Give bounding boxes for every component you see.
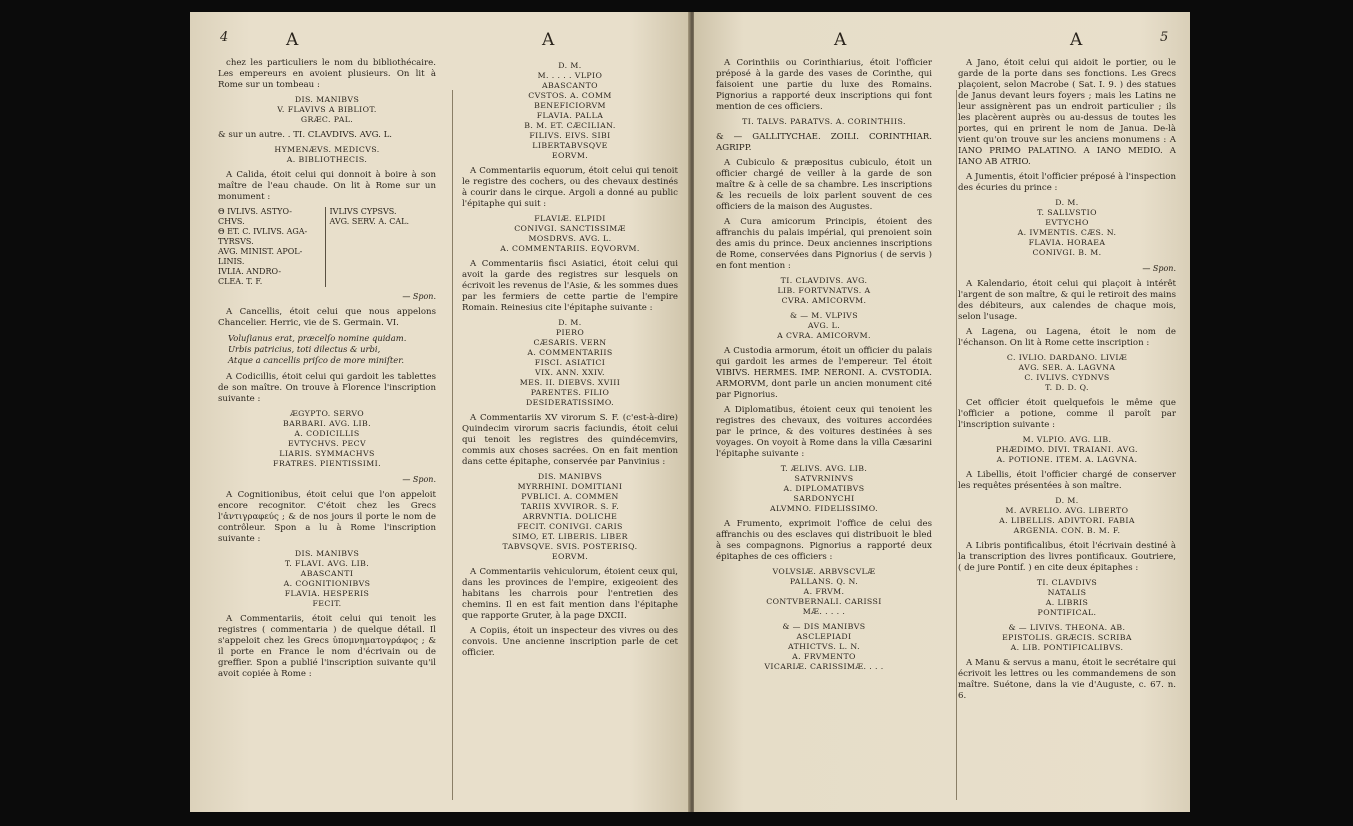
paragraph-a-cancellis: A Cancellis, étoit celui que nous appelons Chancelier. Herric, vie de S. Germain. VI. — [218, 307, 436, 328]
paragraph-a-jumentis: A Jumentis, étoit l'officier préposé à l'inspection des écuries du prince : — [958, 172, 1176, 193]
paragraph-commentariis-equorum: A Commentariis equorum, étoit celui qui tenoit le registre des cochers, ou des chevaux destinés à courir dans le cirque. Argoli a donné au public l'épitaphe qui suit : — [462, 166, 678, 209]
paragraph: Cet officier étoit quelquefois le même que l'officier a potione, comme il paroît par l'inscription suivante : — [958, 398, 1176, 430]
paragraph-a-cognitionibus: A Cognitionibus, étoit celui que l'on appeloit encore recognitor. C'étoit chez les Grecs l'ἀντιγραφεύς ; & de nos jours il porte le nom de contrôleur. Spon a lu à Rome l'inscription suivante : — [218, 490, 436, 544]
inscription: C. IVLIO. DARDANO. LIVIÆ AVG. SER. A. LAGVNA C. IVLIVS. CYDNVS T. D. D. Q. — [1006, 353, 1128, 392]
right-page — [694, 12, 1190, 812]
inscription: D. M. T. SALLVSTIO EVTYCHO A. IVMENTIS. CÆS. N. FLAVIA. HORAEA CONIVGI. B. M. — [1017, 198, 1117, 257]
inscription: HYMENÆVS. MEDICVS. A. BIBLIOTHECIS. — [274, 145, 380, 164]
inscription: T. ÆLIVS. AVG. LIB. SATVRNINVS A. DIPLOMATIBVS SARDONYCHI ALVMNO. FIDELISSIMO. — [770, 464, 878, 513]
paragraph-a-calida: A Calida, étoit celui qui donnoit à boire à son maître de l'eau chaude. On lit à Rome sur un monument : — [218, 170, 436, 202]
paragraph-a-jano: A Jano, étoit celui qui aidoit le portier, ou le garde de la porte dans ses fonctions. Les Grecs plaçoient, selon Macrobe ( Sat. I. 9. ) des statues de Janus devant leurs foyers ; mais les Latins ne leur assignèrent pas un endroit particulier ; ils les placèrent auprès ou au-dessus de toutes les portes, qui en prirent le nom de Janua. De-là vient qu'on trouve sur les anciens monumens : A IANO PRIMO PALATINO. A IANO MEDIO. A IANO AB ATRIO. — [958, 58, 1176, 167]
paragraph-a-cubiculo: A Cubiculo & præpositus cubiculo, étoit un officier chargé de veiller à la garde de son maître & à celle de sa chambre. Les inscriptions & les recueils de loix parlent souvent de ces officiers de la maison des Augustes. — [716, 158, 932, 212]
inscription: & — LIVIVS. THEONA. AB. EPISTOLIS. GRÆCIS. SCRIBA A. LIB. PONTIFICALIBVS. — [1002, 623, 1132, 652]
open-book — [190, 12, 1190, 812]
paragraph-a-frumento: A Frumento, exprimoit l'office de celui des affranchis ou des esclaves qui distribuoit le bled à ses compagnons. Pignorius a rapporté deux épitaphes de ces officiers : — [716, 519, 932, 562]
paragraph-a-libris: A Libris pontificalibus, étoit l'écrivain destiné à la transcription des livres pontificaux. Goutriere, ( de jure Pontif. ) en cite deux épitaphes : — [958, 541, 1176, 573]
left-column-2 — [448, 58, 678, 812]
verse-quote: Voluſianus erat, præcelſo nomine quidam. Urbis patricius, toti dilectus & urbi, Atque a cancellis priſco de more miniſter. — [228, 333, 407, 365]
right-column-1 — [716, 58, 946, 812]
inscription: TI. TALVS. PARATVS. A. CORINTHIIS. — [742, 117, 906, 126]
citation-spon: — Spon. — [1142, 264, 1176, 273]
inscription: M. VLPIO. AVG. LIB. PHÆDIMO. DIVI. TRAIANI. AVG. A. POTIONE. ITEM. A. LAGVNA. — [996, 435, 1138, 464]
paragraph-a-cura-amicorum: A Cura amicorum Principis, étoient des affranchis du palais impérial, qui prenoient soin des amis du prince. Deux anciennes inscriptions de Rome, conservées dans Pignorius ( de servis ) en font mention : — [716, 217, 932, 271]
inscription: DIS. MANIBVS T. FLAVI. AVG. LIB. ABASCANTI A. COGNITIONIBVS FLAVIA. HESPERIS FECIT. — [283, 549, 371, 608]
inscription: & — DIS MANIBVS ASCLEPIADI ATHICTVS. L. N. A. FRVMENTO VICARIÆ. CARISSIMÆ. . . . — [764, 622, 884, 671]
inscription: DIS. MANIBVS V. FLAVIVS A BIBLIOT. GRÆC. PAL. — [277, 95, 377, 124]
paragraph-a-corinthiis: A Corinthiis ou Corinthiarius, étoit l'officier préposé à la garde des vases de Corinthe, qui faisoient une partie du luxe des Romains. Pignorius a rapporté deux inscriptions qui font mention de ces officiers. — [716, 58, 932, 112]
inscription-two-column: Θ IVLIVS. ASTYO- CHVS. Θ ET. C. IVLIVS. AGA- TYRSVS. AVG. MINIST. APOL- LINIS. IVLIA. ANDRO- CLEA. T. F. IVLIVS CYPSVS. AVG. SERV. A. CAL. — [218, 207, 436, 287]
paragraph-commentariis-fisci: A Commentariis fisci Asiatici, étoit celui qui avoit la garde des registres sur lesquels on écrivoit les revenus de l'Asie, & les sommes dues par les fermiers de cette partie de l'empire Romain. Reinesius cite l'épitaphe suivante : — [462, 259, 678, 313]
paragraph: & sur un autre. . TI. CLAVDIVS. AVG. L. — [218, 130, 393, 140]
right-header-letter: A — [834, 30, 847, 50]
paragraph: chez les particuliers le nom du bibliothécaire. Les empereurs en avoient plusieurs. On lit à Rome sur un tombeau : — [218, 58, 436, 90]
paragraph-a-codicillis: A Codicillis, étoit celui qui gardoit les tablettes de son maître. On trouve à Florence l'inscription suivante : — [218, 372, 436, 404]
paragraph-commentariis-vehiculorum: A Commentariis vehiculorum, étoient ceux qui, dans les provinces de l'empire, exigeoient des habitans les charrois pour l'entretien des chemins. Il en est fait mention dans l'épitaphe que rapporte Gruter, à la page DXCII. — [462, 567, 678, 621]
paragraph-a-lagena: A Lagena, ou Lagena, étoit le nom de l'échanson. On lit à Rome cette inscription : — [958, 327, 1176, 348]
right-page-number: 5 — [1160, 30, 1169, 45]
left-header-letter: A — [286, 30, 299, 50]
paragraph-a-commentariis: A Commentariis, étoit celui qui tenoit les registres ( commentaria ) de quelque détail. Il s'appeloit chez les Grecs ὑπομνηματογράφος ; & il porte en France le nom d'écrivain ou de greffier. Spon a publié l'inscription suivante qu'il avoit copiée à Rome : — [218, 614, 436, 679]
left-page-number: 4 — [220, 30, 229, 45]
inscription: D. M. M. AVRELIO. AVG. LIBERTO A. LIBELLIS. ADIVTORI. FABIA ARGENIA. CON. B. M. F. — [999, 496, 1135, 535]
paragraph-a-custodia: A Custodia armorum, étoit un officier du palais qui gardoit les armes de l'empereur. Tel étoit VIBIVS. HERMES. IMP. NERONI. A. CVSTODIA. ARMORVM, dont parle un ancien monument cité par Pignorius. — [716, 346, 932, 400]
inscription: ÆGYPTO. SERVO BARBARI. AVG. LIB. A. CODICILLIS EVTYCHVS. PECV LIARIS. SYMMACHVS FRATRES. PIENTISSIMI. — [273, 409, 381, 468]
right-column-2 — [946, 58, 1176, 812]
citation-spon: — Spon. — [402, 292, 436, 301]
inscription: VOLVSIÆ. ARBVSCVLÆ PALLANS. Q. N. A. FRVM. CONTVBERNALI. CARISSI MÆ. . . . . — [766, 567, 882, 616]
inscription: TI. CLAVDIVS NATALIS A. LIBRIS PONTIFICAL. — [1036, 578, 1098, 617]
paragraph-commentariis-xv: A Commentariis XV virorum S. F. (c'est-à-dire) Quindecim virorum sacris faciundis, étoit celui qui tenoit les registres des quindécemvirs, commis aux choses sacrées. On en fait mention dans cette épitaphe, conservée par Panvinius : — [462, 413, 678, 467]
paragraph-a-manu: A Manu & servus a manu, étoit le secrétaire qui écrivoit les lettres ou les commandemens de son maître. Suétone, dans la vie d'Auguste, c. 67. n. 6. — [958, 658, 1176, 701]
right-col2-header-letter: A — [1070, 30, 1083, 50]
inscription: & — M. VLPIVS AVG. L. A CVRA. AMICORVM. — [777, 311, 871, 340]
paragraph-a-copiis: A Copiis, étoit un inspecteur des vivres ou des convois. Une ancienne inscription parle de cet officier. — [462, 626, 678, 658]
paragraph-a-libellis: A Libellis, étoit l'officier chargé de conserver les requêtes présentées à son maître. — [958, 470, 1176, 491]
left-page — [190, 12, 690, 812]
inscription: DIS. MANIBVS MYRRHINI. DOMITIANI PVBLICI. A. COMMEN TARIIS XVVIROR. S. F. ARRVNTIA. DOLICHE FECIT. CONIVGI. CARIS SIMO, ET. LIBERIS. LIBER TABVSQVE. SVIS. POSTERISQ. EORVM. — [502, 472, 638, 561]
paragraph: & — GALLITYCHAE. ZOILI. CORINTHIAR. AGRIPP. — [716, 132, 932, 153]
inscription: FLAVIÆ. ELPIDI CONIVGI. SANCTISSIMÆ MOSDRVS. AVG. L. A. COMMENTARIIS. EQVORVM. — [500, 214, 640, 253]
paragraph-a-diplomatibus: A Diplomatibus, étoient ceux qui tenoient les registres des chevaux, des voitures accordées par le prince, & des voitures destinées à ses voyages. On voyoit à Rome dans la villa Cæsarini l'épitaphe suivante : — [716, 405, 932, 459]
left-col2-header-letter: A — [542, 30, 555, 50]
paragraph-a-kalendario: A Kalendario, étoit celui qui plaçoit à intérêt l'argent de son maître, & qui le retiroit des mains des débiteurs, aux calendes de chaque mois, selon l'usage. — [958, 279, 1176, 322]
inscription: TI. CLAVDIVS. AVG. LIB. FORTVNATVS. A CVRA. AMICORVM. — [777, 276, 871, 305]
inscription: D. M. M. . . . . VLPIO ABASCANTO CVSTOS. A. COMM BENEFICIORVM FLAVIA. PALLA B. M. ET. CÆCILIAN. FILIVS. EIVS. SIBI LIBERTABVSQVE EORVM. — [524, 61, 616, 160]
left-column-1 — [218, 58, 448, 812]
inscription: D. M. PIERO CÆSARIS. VERN A. COMMENTARIIS FISCI. ASIATICI VIX. ANN. XXIV. MES. II. DIEBVS. XVIII PARENTES. FILIO DESIDERATISSIMO. — [519, 318, 621, 407]
citation-spon: — Spon. — [402, 475, 436, 484]
